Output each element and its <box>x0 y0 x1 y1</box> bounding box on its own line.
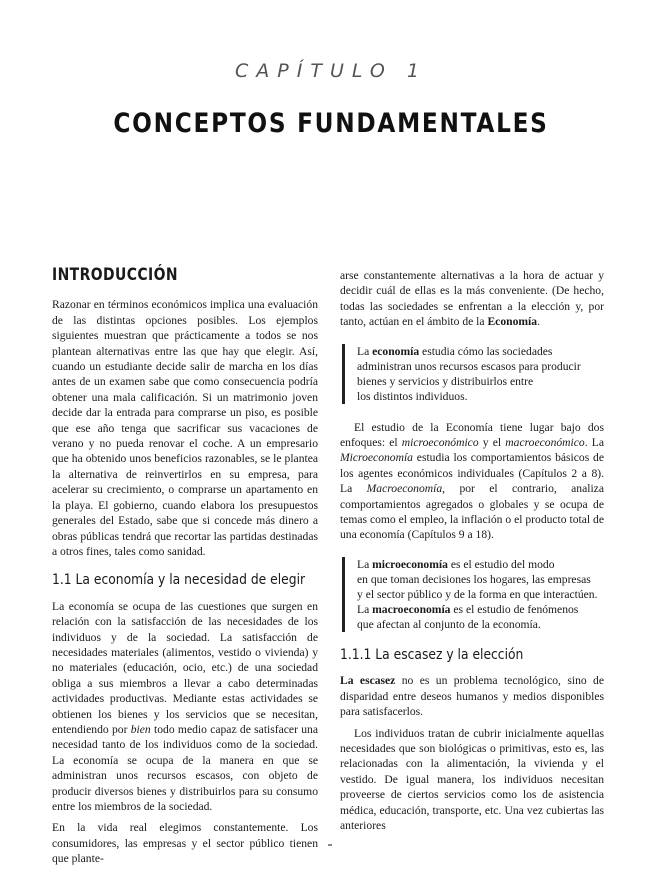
chapter-title: CONCEPTOS FUNDAMENTALES <box>113 108 549 139</box>
definition-box-economia: La economía estudia cómo las sociedades administran unos recursos escasos para producir bienes y servicios y distribuirlos entre los distintos individuos. <box>342 344 604 404</box>
definition-box-micro-macro: La microeconomía es el estudio del modo en que toman decisiones los hogares, las empresas y el sector público y de la forma en que interactúen. La macroeconomía es el estudio de fenómenos que afectan al conjunto de la economía. <box>342 557 604 632</box>
intro-heading: INTRODUCCIÓN <box>52 265 178 285</box>
left-column <box>52 265 318 873</box>
section-1-1-paragraph-2: En la vida real elegimos constantemente. Los consumidores, las empresas y el sector público tienen que plante- <box>52 821 318 866</box>
right-paragraph-2: El estudio de la Economía tiene lugar bajo dos enfoques: el microeconómico y el macroeconómico. La Microeconomía estudia los comportamientos básicos de los agentes económicos individuales (Capítulos 2 a 8). La Macroeconomía, por el contrario, analiza comportamientos agregados o globales y se ocupa de temas como el empleo, la inflación o el producto total de una economía (Capítulos 9 a 18). <box>340 420 604 542</box>
chapter-label: CAPÍTULO 1 <box>235 60 427 82</box>
section-1-1-paragraph-1: La economía se ocupa de las cuestiones que surgen en relación con la satisfacción de las necesidades de los individuos y de la sociedad. La satisfacción de necesidades materiales (alimentos, vestido o vivienda) y no materiales (educación, ocio, etc.) de una sociedad obliga a sus miembros a llevar a cabo determinadas actividades productivas. Mediante estas actividades se obtienen los bienes y los servicios que se necesitan, entendiendo por bien todo medio capaz de satisfacer una necesidad tanto de los individuos como de la sociedad. La economía se ocupa de la manera en que se administran unos recursos escasos, con objeto de producir diversos bienes y distribuirlos para su consumo entre los miembros de la sociedad. <box>52 599 318 813</box>
section-1-1-1-paragraph-2: Los individuos tratan de cubrir inicialmente aquellas necesidades que son biológicas o primitivas, esto es, las relacionadas con la alimentación, la vivienda y el vestido. De igual manera, los individuos necesitan proveerse de ciertos servicios como los de asistencia médica, educación, transporte, etc. Una vez cubiertas las anteriores <box>340 726 604 832</box>
right-column <box>340 268 604 839</box>
intro-paragraph: Razonar en términos económicos implica una evaluación de las distintas opciones posibles. Los ejemplos siguientes muestran que prácticamente a todos se nos plantean alternativas entre las que hay que elegir. Así, cuando un estudiante decide salir de marcha en los días antes de un examen sabe que como consecuencia podría obtener una mala calificación. Si un matrimonio joven decide dar la entrada para comprarse un piso, es posible que ese año tenga que sacrificar sus vacaciones de verano y no pueda renovar el coche. A un empresario que ha obtenido unos beneficios razonables, se le plantea la alternativa de reinvertirlos en su empresa, para acelerar su crecimiento, o comprarse un apartamento en la playa. El gobierno, cuando elabora los presupuestos generales del Estado, sabe que si concede más dinero a obras públicas tendrá que recortar las partidas destinadas a otros fines, tales como sanidad. <box>52 298 318 558</box>
section-1-1-1-paragraph-1: La escasez no es un problema tecnológico, sino de disparidad entre deseos humanos y medios disponibles para satisfacerlos. <box>340 674 604 719</box>
section-1-1-1-heading: 1.1.1 La escasez y la elección <box>340 646 524 663</box>
page-footer-mark <box>328 844 332 846</box>
right-paragraph-1: arse constantemente alternativas a la hora de actuar y decidir cuál de ellas es la más conveniente. (De hecho, todas las sociedades se enfrentan a la elección y, por tanto, actúan en el ámbito de la Economía. <box>340 269 604 329</box>
section-1-1-heading: 1.1 La economía y la necesidad de elegir <box>52 572 306 589</box>
